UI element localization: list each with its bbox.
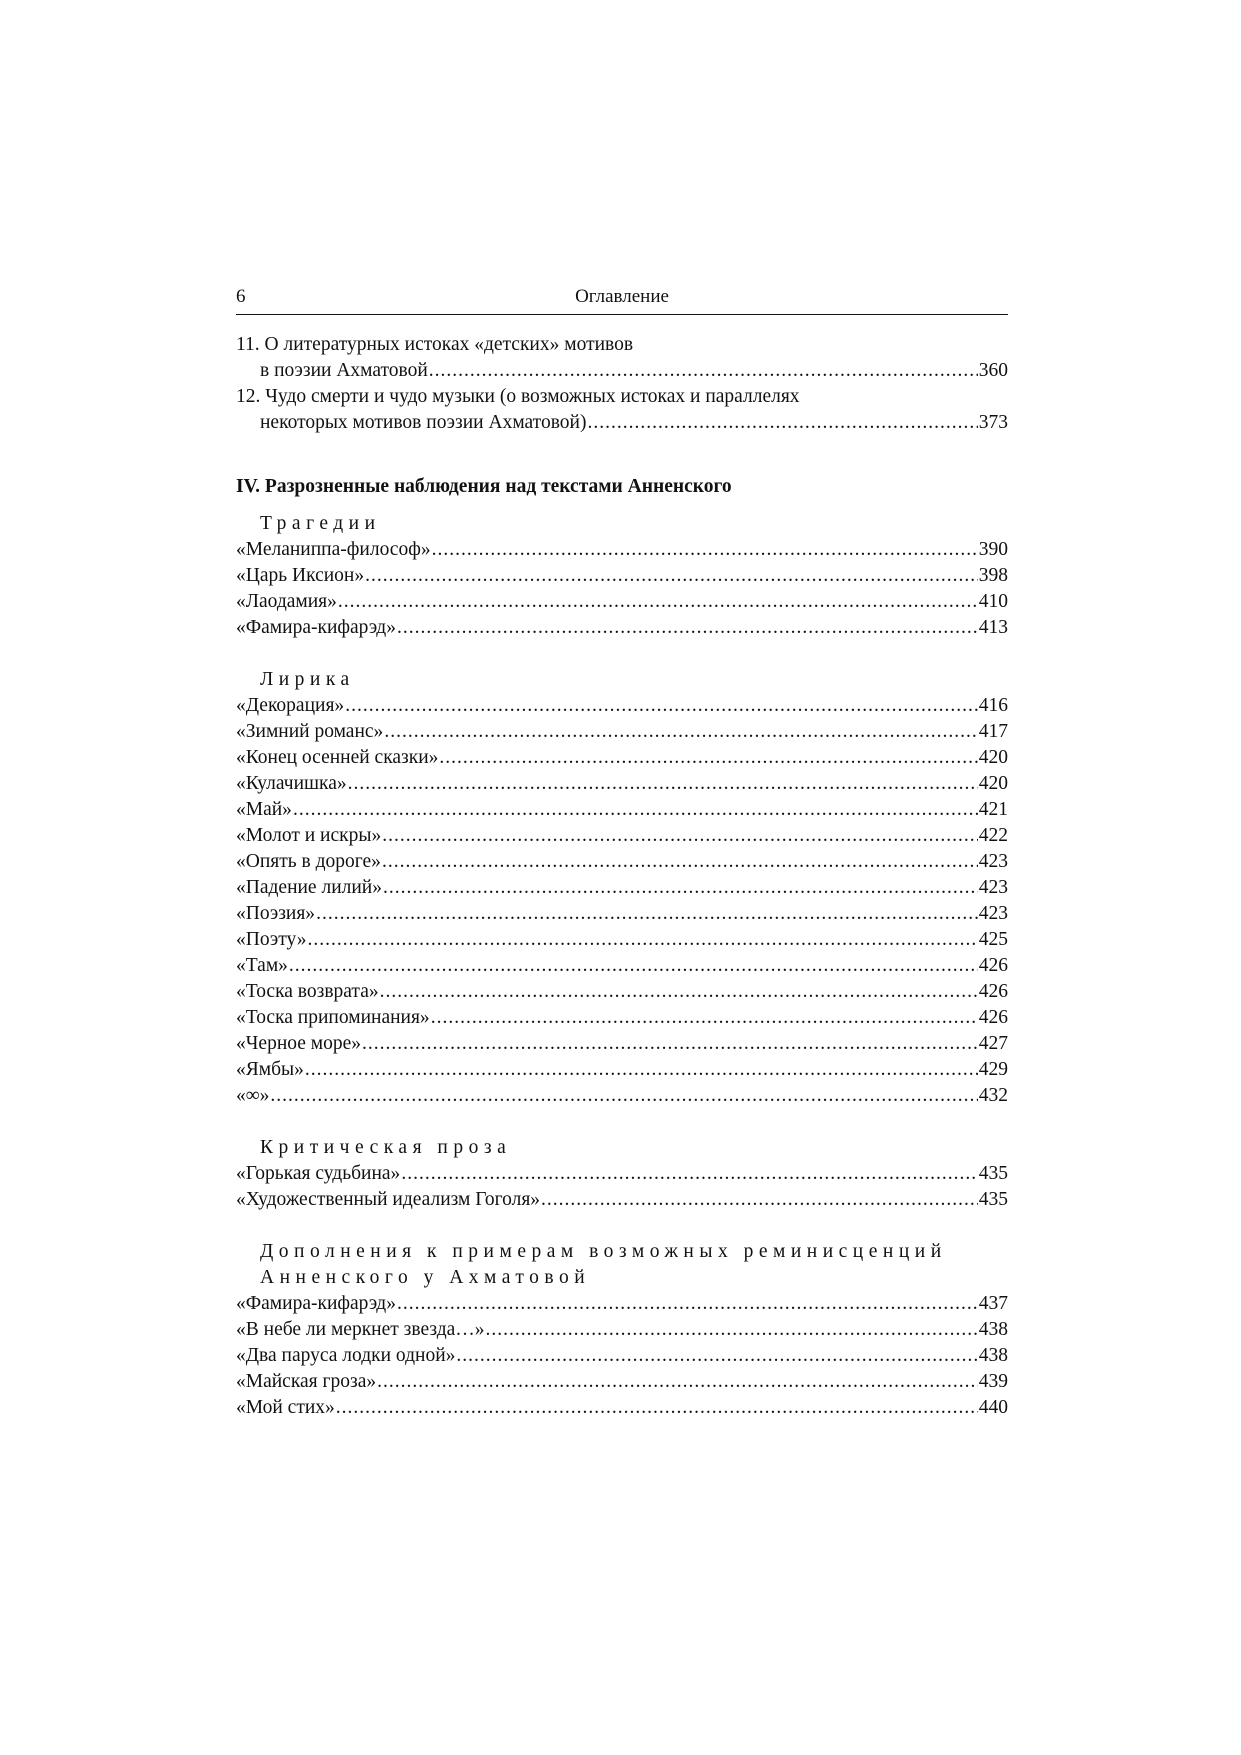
- toc-entry: [236, 1187, 1008, 1213]
- toc-entry-page: 421: [978, 799, 1008, 820]
- leader-dots: [289, 953, 978, 979]
- leader-dots: [383, 875, 978, 901]
- toc-entry: [236, 979, 1008, 1005]
- toc-entry: [236, 901, 1008, 927]
- leader-dots: [293, 797, 978, 823]
- toc-entry-page: 417: [978, 721, 1008, 742]
- toc-entry: [236, 875, 1008, 901]
- group-critical-prose: [236, 1135, 1008, 1213]
- toc-entry-page: 429: [978, 1059, 1008, 1080]
- toc-entry-title: «∞»: [236, 1085, 270, 1106]
- toc-entry-title: «Тоска припоминания»: [236, 1007, 430, 1028]
- toc-entry-page: 426: [978, 981, 1008, 1002]
- toc-entry-title: «Декорация»: [236, 695, 345, 716]
- toc-entry-page: 426: [978, 1007, 1008, 1028]
- leader-dots: [397, 615, 978, 641]
- toc-entry: [236, 1343, 1008, 1369]
- leader-dots: [307, 927, 977, 953]
- toc-entry-title: некоторых мотивов поэзии Ахматовой): [260, 412, 587, 433]
- toc-entry-page: 416: [978, 695, 1008, 716]
- toc-entry: [236, 589, 1008, 615]
- leader-dots: [377, 1369, 978, 1395]
- leader-dots: [270, 1083, 977, 1109]
- leader-dots: [336, 1395, 978, 1421]
- toc-entry: [236, 1031, 1008, 1057]
- toc-entry: [236, 927, 1008, 953]
- toc-entry-page: 423: [978, 903, 1008, 924]
- running-title: Оглавление: [575, 286, 669, 307]
- group-heading: Дополнения к примерам возможных реминисценций: [260, 1241, 947, 1262]
- toc-entry-title: «Молот и искры»: [236, 825, 382, 846]
- group-tragedies: [236, 511, 1008, 641]
- toc-entry-title: «Художественный идеализм Гоголя»: [236, 1189, 541, 1210]
- toc-entry-page: 427: [978, 1033, 1008, 1054]
- toc-entry-title: «Фамира-кифарэд»: [236, 1293, 396, 1314]
- toc-entry-title: «Зимний романс»: [236, 721, 384, 742]
- running-header: [236, 286, 1008, 315]
- leader-dots: [345, 693, 978, 719]
- toc-entry: [236, 1005, 1008, 1031]
- toc-entry-title: «Там»: [236, 955, 288, 976]
- toc-entry-title: «В небе ли меркнет звезда…»: [236, 1319, 485, 1340]
- toc-entry: [236, 719, 1008, 745]
- leader-dots: [384, 719, 977, 745]
- toc-entry: [236, 953, 1008, 979]
- toc-item-11-line2: [236, 358, 1008, 384]
- leader-dots: [380, 979, 978, 1005]
- toc-entry: [236, 693, 1008, 719]
- toc-entry: [236, 1369, 1008, 1395]
- toc-entry-title: «Мой стих»: [236, 1397, 335, 1418]
- toc-entry-title: в поэзии Ахматовой: [260, 360, 428, 381]
- page-number: 6: [236, 286, 246, 307]
- leader-dots: [456, 1343, 977, 1369]
- leader-dots: [587, 410, 977, 436]
- group-additions: [236, 1239, 1008, 1421]
- toc-entry-page: 440: [978, 1397, 1008, 1418]
- toc-entry: [236, 771, 1008, 797]
- toc-entry-page: 425: [978, 929, 1008, 950]
- toc-entry-page: 439: [978, 1371, 1008, 1392]
- toc-entry-page: 423: [978, 877, 1008, 898]
- toc-entry-page: 435: [978, 1163, 1008, 1184]
- toc-item-12-line1: 12. Чудо смерти и чудо музыки (о возможных истоках и параллелях: [236, 386, 800, 407]
- toc-entry: [236, 1395, 1008, 1421]
- toc-entry-page: 438: [978, 1345, 1008, 1366]
- toc-entry-page: 390: [978, 539, 1008, 560]
- toc-entry: [236, 563, 1008, 589]
- leader-dots: [382, 849, 978, 875]
- toc-entry-title: «Майская гроза»: [236, 1371, 377, 1392]
- toc-entry-page: 437: [978, 1293, 1008, 1314]
- group-heading: Лирика: [260, 669, 355, 690]
- leader-dots: [316, 901, 978, 927]
- toc-entry-page: 423: [978, 851, 1008, 872]
- toc-entry-page: 398: [978, 565, 1008, 586]
- leader-dots: [338, 589, 978, 615]
- toc-item-11-line1: 11. О литературных истоках «детских» мотивов: [236, 334, 634, 355]
- toc-entry: [236, 537, 1008, 563]
- leader-dots: [401, 1161, 977, 1187]
- toc-entry-title: «Фамира-кифарэд»: [236, 617, 396, 638]
- toc-entry: [236, 1057, 1008, 1083]
- leader-dots: [348, 771, 978, 797]
- toc-entry-title: «Кулачишка»: [236, 773, 347, 794]
- toc-entry-title: «Май»: [236, 799, 292, 820]
- toc-entry-title: «Черное море»: [236, 1033, 362, 1054]
- toc-entry-page: 426: [978, 955, 1008, 976]
- toc-entry-title: «Ямбы»: [236, 1059, 304, 1080]
- toc-entry: [236, 1161, 1008, 1187]
- toc-entry-page: 422: [978, 825, 1008, 846]
- leader-dots: [429, 358, 978, 384]
- toc-entry-page: 373: [978, 412, 1008, 433]
- leader-dots: [541, 1187, 978, 1213]
- toc-entry-page: 360: [978, 360, 1008, 381]
- toc-entry-title: «Конец осенней сказки»: [236, 747, 439, 768]
- group-heading-cont: Анненского у Ахматовой: [260, 1267, 591, 1288]
- toc-entry-page: 435: [978, 1189, 1008, 1210]
- toc-entry: [236, 1083, 1008, 1109]
- toc-entry-title: «Тоска возврата»: [236, 981, 379, 1002]
- leader-dots: [362, 1031, 978, 1057]
- toc-entry-title: «Падение лилий»: [236, 877, 382, 898]
- toc-entry-title: «Горькая судьбина»: [236, 1163, 401, 1184]
- group-heading: Критическая проза: [260, 1137, 512, 1158]
- toc-entry-title: «Меланиппа-философ»: [236, 539, 431, 560]
- toc-entry-page: 410: [978, 591, 1008, 612]
- group-lyrics: [236, 667, 1008, 1109]
- toc-entry: [236, 1291, 1008, 1317]
- toc-entry-page: 420: [978, 773, 1008, 794]
- leader-dots: [439, 745, 977, 771]
- toc-item-12-line2: [236, 410, 1008, 436]
- leader-dots: [397, 1291, 978, 1317]
- toc-entry-title: «Поэту»: [236, 929, 307, 950]
- toc-entry-title: «Поэзия»: [236, 903, 316, 924]
- leader-dots: [486, 1317, 978, 1343]
- toc-entry-title: «Опять в дороге»: [236, 851, 381, 872]
- toc-entry-title: «Два паруса лодки одной»: [236, 1345, 456, 1366]
- part4-heading: IV. Разрозненные наблюдения над текстами Анненского: [236, 476, 732, 497]
- toc-entry-page: 438: [978, 1319, 1008, 1340]
- leader-dots: [365, 563, 978, 589]
- leader-dots: [431, 1005, 978, 1031]
- toc-entry-page: 432: [978, 1085, 1008, 1106]
- toc-entry-page: 413: [978, 617, 1008, 638]
- leader-dots: [305, 1057, 978, 1083]
- leader-dots: [432, 537, 978, 563]
- section3-items: [236, 332, 1008, 436]
- toc-entry: [236, 849, 1008, 875]
- toc-entry: [236, 823, 1008, 849]
- toc-entry-title: «Царь Иксион»: [236, 565, 365, 586]
- toc-entry: [236, 797, 1008, 823]
- leader-dots: [382, 823, 978, 849]
- toc-entry-title: «Лаодамия»: [236, 591, 337, 612]
- group-heading: Трагедии: [260, 513, 381, 534]
- toc-entry: [236, 1317, 1008, 1343]
- toc-entry: [236, 745, 1008, 771]
- toc-entry-page: 420: [978, 747, 1008, 768]
- toc-entry: [236, 615, 1008, 641]
